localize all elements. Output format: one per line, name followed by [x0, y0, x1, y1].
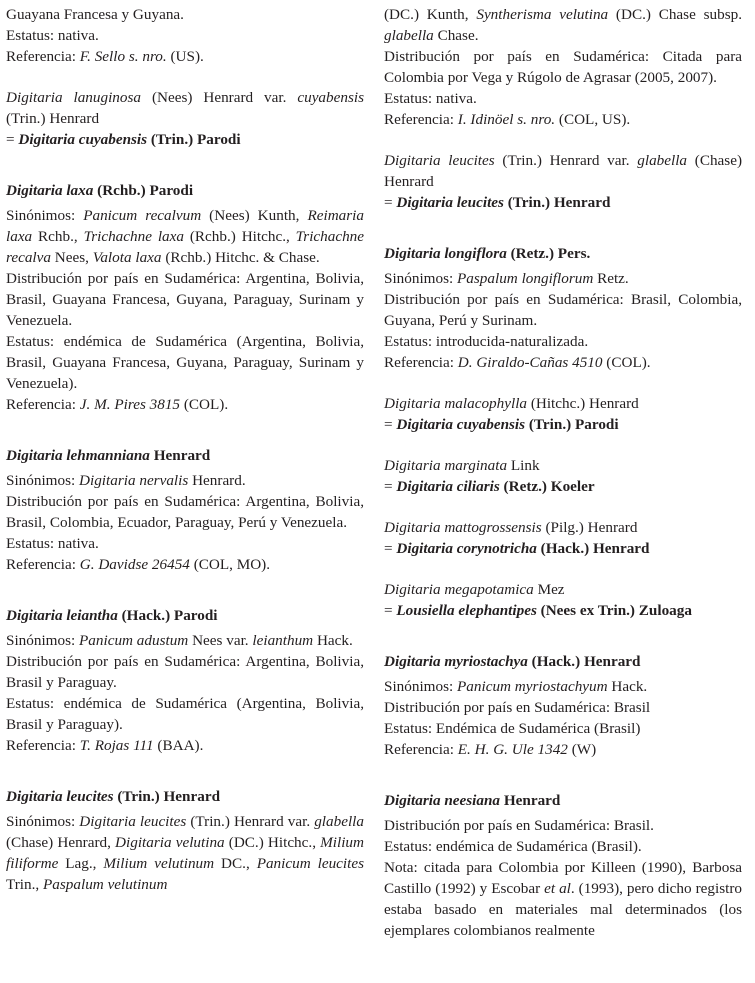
left-column	[6, 4, 364, 895]
text-run: =	[384, 194, 397, 211]
taxon-name: Panicum myriostachyum	[457, 678, 608, 695]
taxon-name: Digitaria leucites	[6, 788, 114, 805]
entry-line	[6, 491, 364, 533]
text-run: (Trin.) Henrard var.	[494, 152, 638, 169]
taxon-name: Digitaria lehmanniana	[6, 447, 150, 464]
text-run: (Trin.) Parodi	[525, 416, 619, 433]
text-run: Trin.,	[6, 876, 44, 893]
entry-spacer	[384, 760, 742, 790]
text-run: Distribución por país en Sudamérica: Brasil, Colombia, Guyana, Perú y Surinam.	[384, 291, 742, 329]
taxon-name: Digitaria lanuginosa	[6, 89, 141, 106]
entry-spacer	[384, 373, 742, 393]
text-run: (W)	[567, 741, 597, 758]
entry-line	[384, 739, 742, 760]
text-run: Estatus: endémica de Sudamérica (Argentina, Bolivia, Brasil y Paraguay).	[6, 695, 364, 733]
text-run: (Hack.) Henrard	[536, 540, 650, 557]
entry-line	[384, 857, 742, 941]
species-heading	[6, 445, 364, 466]
right-column	[384, 4, 742, 941]
entry-spacer	[6, 67, 364, 87]
text-run: Rchb.,	[32, 228, 84, 245]
text-run: (Rchb.) Hitchc. & Chase.	[161, 249, 320, 266]
taxon-name: Panicum recalvum	[83, 207, 202, 224]
entry-line	[6, 651, 364, 693]
entry-spacer	[384, 435, 742, 455]
text-run: (Hitchc.) Henrard	[527, 395, 639, 412]
text-run: Referencia:	[384, 354, 458, 371]
text-run: Referencia:	[6, 48, 80, 65]
taxon-name: Valota laxa	[92, 249, 162, 266]
taxon-name: Digitaria laxa	[6, 182, 94, 199]
taxon-name: Digitaria myriostachya	[384, 653, 528, 670]
entry-spacer	[384, 497, 742, 517]
entry-line	[384, 676, 742, 697]
text-run: Nota: citada para Colombia por Killeen (1990), Barbosa Castillo (1992) y Escobar	[384, 859, 742, 897]
taxon-name: Digitaria nervalis	[79, 472, 189, 489]
text-run: (DC.) Kunth,	[384, 6, 477, 23]
text-run: Hack.	[313, 632, 353, 649]
taxon-name: I. Idinöel s. nro.	[457, 111, 556, 128]
entry-line	[6, 331, 364, 394]
text-run: Lag.,	[58, 855, 104, 872]
species-heading	[6, 605, 364, 626]
entry-spacer	[384, 130, 742, 150]
entry-line	[384, 289, 742, 331]
text-run: (Hack.) Henrard	[527, 653, 641, 670]
text-run: =	[384, 416, 397, 433]
entry-line	[6, 25, 364, 46]
entry-line	[384, 393, 742, 414]
text-run: Distribución por país en Sudamérica: Citada para Colombia por Vega y Rúgolo de Agrasar (2005, 2007).	[384, 48, 742, 86]
taxon-name: Trichachne laxa	[83, 228, 184, 245]
text-run: (Chase) Henrard,	[6, 834, 116, 851]
text-run: (COL, MO).	[189, 556, 271, 573]
entry-line	[384, 4, 742, 46]
taxon-name: E. H. G. Ule 1342	[457, 741, 568, 758]
accepted-name-line	[384, 476, 742, 497]
taxon-name: Paspalum longiflorum	[457, 270, 594, 287]
entry-line	[384, 268, 742, 289]
taxon-name: Digitaria leucites	[79, 813, 187, 830]
taxon-name: Digitaria leucites	[396, 194, 504, 211]
taxon-name: Digitaria megapotamica	[384, 581, 534, 598]
text-run: Estatus: nativa.	[6, 535, 99, 552]
entry-line	[6, 470, 364, 491]
taxon-name: Digitaria longiflora	[384, 245, 507, 262]
text-run: (Trin.) Parodi	[147, 131, 241, 148]
taxon-name: Digitaria leucites	[384, 152, 495, 169]
text-run: (Nees) Kunth,	[201, 207, 308, 224]
species-heading	[6, 786, 364, 807]
accepted-name-line	[384, 414, 742, 435]
entry-spacer	[384, 559, 742, 579]
taxon-name: et al	[544, 880, 571, 897]
entry-line	[384, 88, 742, 109]
taxon-name: G. Davidse 26454	[79, 556, 190, 573]
text-run: (Hack.) Parodi	[117, 607, 218, 624]
taxon-name: T. Rojas 111	[79, 737, 154, 754]
text-run: Referencia:	[384, 741, 458, 758]
entry-line	[6, 205, 364, 268]
entry-line	[6, 46, 364, 67]
taxon-name: Digitaria cuyabensis	[18, 131, 148, 148]
entry-line	[384, 352, 742, 373]
taxon-name: F. Sello s. nro.	[79, 48, 167, 65]
species-heading	[384, 790, 742, 811]
taxon-name: leianthum	[252, 632, 314, 649]
entry-line	[384, 718, 742, 739]
entry-line	[6, 811, 364, 895]
text-run: =	[384, 478, 397, 495]
synonym-entry	[6, 87, 364, 150]
text-run: Link	[507, 457, 540, 474]
continued-entry	[384, 4, 742, 130]
entry-line	[384, 455, 742, 476]
entry-spacer	[6, 415, 364, 445]
synonym-entry	[384, 150, 742, 213]
taxon-name: Paspalum velutinum	[43, 876, 168, 893]
entry-line	[6, 554, 364, 575]
text-run: (BAA).	[153, 737, 204, 754]
text-run: Estatus: endémica de Sudamérica (Brasil).	[384, 838, 642, 855]
continued-entry	[6, 4, 364, 67]
entry-line	[384, 836, 742, 857]
taxon-name: J. M. Pires 3815	[79, 396, 181, 413]
text-run: Guayana Francesa y Guyana.	[6, 6, 184, 23]
text-run: Sinónimos:	[6, 632, 80, 649]
entry-line	[6, 533, 364, 554]
text-run: (Retz.) Koeler	[499, 478, 595, 495]
text-run: Distribución por país en Sudamérica: Argentina, Bolivia, Brasil, Guayana Francesa, Guyana, Paraguay, Surinam y Venezuela.	[6, 270, 364, 329]
text-run: (Trin.) Henrard var.	[186, 813, 315, 830]
text-run: Estatus: Endémica de Sudamérica (Brasil)	[384, 720, 641, 737]
species-heading	[384, 243, 742, 264]
text-run: Distribución por país en Sudamérica: Argentina, Bolivia, Brasil y Paraguay.	[6, 653, 364, 691]
text-run: Estatus: introducida-naturalizada.	[384, 333, 589, 350]
entry-line	[384, 109, 742, 130]
text-run: =	[384, 540, 397, 557]
taxon-name: Panicum adustum	[79, 632, 189, 649]
text-run: Estatus: nativa.	[384, 90, 477, 107]
taxon-name: glabella	[384, 27, 434, 44]
taxon-name: Digitaria leiantha	[6, 607, 118, 624]
entry-line	[6, 735, 364, 756]
accepted-name-line	[6, 129, 364, 150]
species-heading	[384, 651, 742, 672]
text-run: Distribución por país en Sudamérica: Brasil.	[384, 817, 654, 834]
text-run: (COL).	[602, 354, 651, 371]
entry-line	[6, 87, 364, 129]
taxon-name: Syntherisma velutina	[476, 6, 609, 23]
text-run: Distribución por país en Sudamérica: Argentina, Bolivia, Brasil, Colombia, Ecuador, Paraguay, Perú y Venezuela.	[6, 493, 364, 531]
text-run: Referencia:	[6, 737, 80, 754]
text-run: Hack.	[607, 678, 648, 695]
text-run: =	[6, 131, 19, 148]
entry-line	[384, 150, 742, 192]
text-run: (Nees ex Trin.) Zuloaga	[536, 602, 692, 619]
synonym-entry	[384, 517, 742, 559]
text-run: (Trin.) Henrard	[113, 788, 221, 805]
taxon-name: D. Giraldo-Cañas 4510	[457, 354, 603, 371]
taxon-name: Digitaria neesiana	[384, 792, 501, 809]
synonym-entry	[384, 455, 742, 497]
text-run: . (1993), pero dicho registro estaba basado en materiales mal determinados (los ejemplares colombianos realmente	[384, 880, 742, 939]
text-run: Estatus: endémica de Sudamérica (Argentina, Bolivia, Brasil, Guayana Francesa, Guyana, Paraguay, Surinam y Venezuela).	[6, 333, 364, 392]
entry-line	[384, 815, 742, 836]
taxon-name: Milium filiforme	[6, 834, 364, 872]
entry-spacer	[6, 756, 364, 786]
text-run: Sinónimos:	[6, 207, 84, 224]
text-run: Chase.	[433, 27, 479, 44]
taxon-name: Reimaria laxa	[6, 207, 364, 245]
text-run: (DC.) Chase subsp.	[608, 6, 743, 23]
text-run: Estatus: nativa.	[6, 27, 99, 44]
species-entry	[384, 651, 742, 760]
text-run: (US).	[166, 48, 204, 65]
species-heading	[6, 180, 364, 201]
entry-line	[6, 394, 364, 415]
taxon-name: Digitaria malacophylla	[384, 395, 528, 412]
text-run: Sinónimos:	[6, 472, 80, 489]
text-run: (Pilg.) Henrard	[541, 519, 638, 536]
taxon-name: Digitaria corynotricha	[396, 540, 537, 557]
taxon-name: Digitaria velutina	[115, 834, 225, 851]
taxon-name: glabella	[314, 813, 364, 830]
taxon-name: Milium velutinum	[103, 855, 215, 872]
text-run: =	[384, 602, 397, 619]
text-run: Sinónimos:	[6, 813, 80, 830]
entry-spacer	[384, 621, 742, 651]
synonym-entry	[384, 579, 742, 621]
text-run: (Nees) Henrard var.	[141, 89, 298, 106]
taxon-name: Panicum leucites	[256, 855, 364, 872]
entry-line	[384, 331, 742, 352]
entry-line	[384, 697, 742, 718]
text-run: (DC.) Hitchc.,	[224, 834, 321, 851]
taxon-name: Trichachne recalva	[6, 228, 365, 266]
species-entry	[6, 605, 364, 756]
text-run: Henrard	[149, 447, 211, 464]
entry-spacer	[384, 213, 742, 243]
text-run: (Retz.) Pers.	[506, 245, 591, 262]
accepted-name-line	[384, 600, 742, 621]
species-entry	[6, 786, 364, 895]
text-run: (COL).	[180, 396, 229, 413]
text-run: Referencia:	[6, 396, 80, 413]
species-entry	[6, 180, 364, 415]
entry-line	[6, 693, 364, 735]
text-run: (COL, US).	[555, 111, 631, 128]
text-run: Referencia:	[384, 111, 458, 128]
taxon-name: Digitaria ciliaris	[396, 478, 500, 495]
text-run: Henrard	[500, 792, 561, 809]
species-entry	[6, 445, 364, 575]
text-run: Referencia:	[6, 556, 80, 573]
text-run: (Trin.) Henrard	[503, 194, 611, 211]
text-run: Retz.	[593, 270, 629, 287]
species-entry	[384, 243, 742, 373]
entry-line	[6, 4, 364, 25]
text-run: Sinónimos:	[384, 270, 458, 287]
entry-line	[6, 630, 364, 651]
text-run: (Rchb.) Parodi	[93, 182, 194, 199]
accepted-name-line	[384, 538, 742, 559]
text-run: Henrard.	[188, 472, 246, 489]
text-run: (Rchb.) Hitchc.,	[183, 228, 296, 245]
entry-line	[6, 268, 364, 331]
text-run: Mez	[533, 581, 565, 598]
entry-spacer	[6, 575, 364, 605]
accepted-name-line	[384, 192, 742, 213]
synonym-entry	[384, 393, 742, 435]
text-run: Distribución por país en Sudamérica: Brasil	[384, 699, 651, 716]
taxon-name: Digitaria mattogrossensis	[384, 519, 542, 536]
text-run: Nees var.	[188, 632, 253, 649]
species-entry	[384, 790, 742, 941]
entry-spacer	[6, 150, 364, 180]
text-run: (Chase) Henrard	[384, 152, 742, 190]
text-run: (Trin.) Henrard	[6, 110, 100, 127]
taxon-name: glabella	[637, 152, 688, 169]
entry-line	[384, 579, 742, 600]
taxon-name: Digitaria cuyabensis	[396, 416, 526, 433]
entry-line	[384, 46, 742, 88]
text-run: DC.,	[214, 855, 257, 872]
entry-line	[384, 517, 742, 538]
taxon-name: cuyabensis	[297, 89, 364, 106]
taxon-name: Digitaria marginata	[384, 457, 508, 474]
text-run: Sinónimos:	[384, 678, 458, 695]
taxon-name: Lousiella elephantipes	[396, 602, 537, 619]
text-run: Nees,	[50, 249, 93, 266]
